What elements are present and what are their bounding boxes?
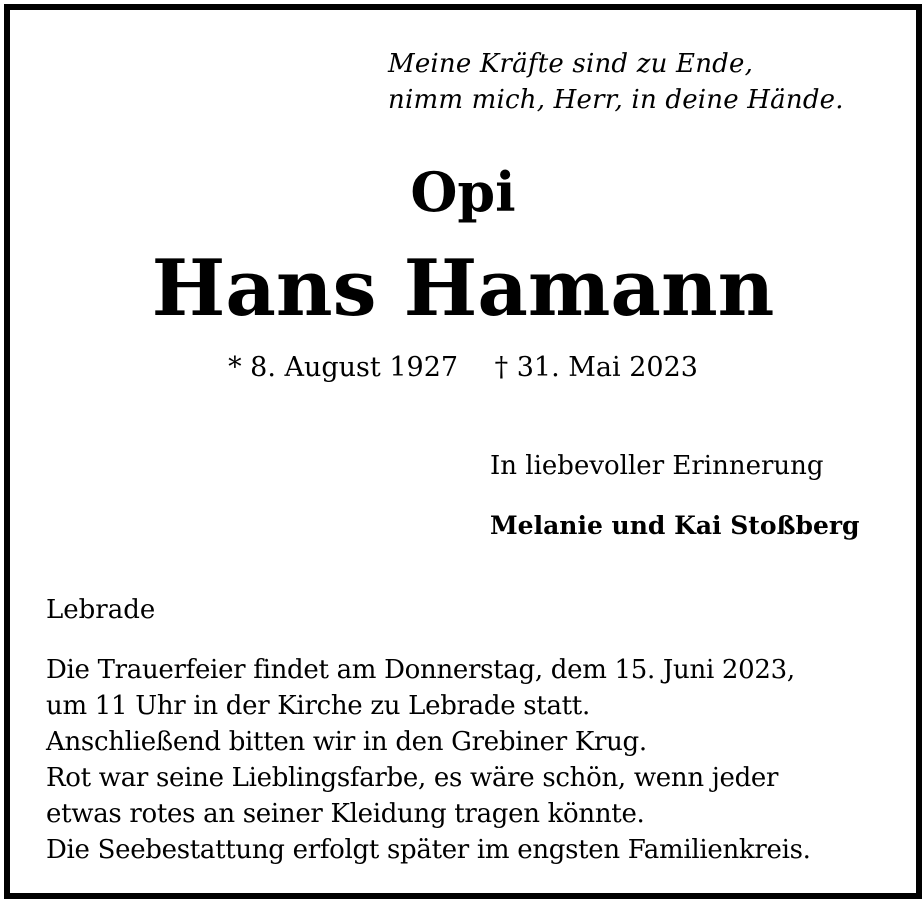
place: Lebrade [46, 595, 156, 625]
epithet: Opi [410, 160, 516, 224]
ceremony-line: Anschließend bitten wir in den Grebiner Krug. [46, 727, 647, 757]
deceased-name: Hans Hamann [151, 243, 775, 334]
ceremony-info [46, 652, 811, 868]
motto [388, 46, 844, 118]
death-date: † 31. Mai 2023 [494, 352, 698, 383]
ceremony-line: Rot war seine Lieblingsfarbe, es wäre schön, wenn jeder [46, 763, 779, 793]
ceremony-line: etwas rotes an seiner Kleidung tragen könnte. [46, 799, 645, 829]
motto-line: Meine Kräfte sind zu Ende, [388, 49, 754, 79]
mourners: Melanie und Kai Stoßberg [490, 511, 860, 540]
obituary-notice [4, 4, 922, 899]
motto-line: nimm mich, Herr, in deine Hände. [388, 85, 844, 115]
life-dates [10, 350, 916, 386]
birth-date: * 8. August 1927 [228, 352, 459, 383]
ceremony-line: Die Trauerfeier findet am Donnerstag, dem 15. Juni 2023, [46, 655, 795, 685]
ceremony-line: Die Seebestattung erfolgt später im engsten Familienkreis. [46, 835, 811, 865]
ceremony-line: um 11 Uhr in der Kirche zu Lebrade statt. [46, 691, 590, 721]
remembrance-text: In liebevoller Erinnerung [490, 451, 824, 481]
